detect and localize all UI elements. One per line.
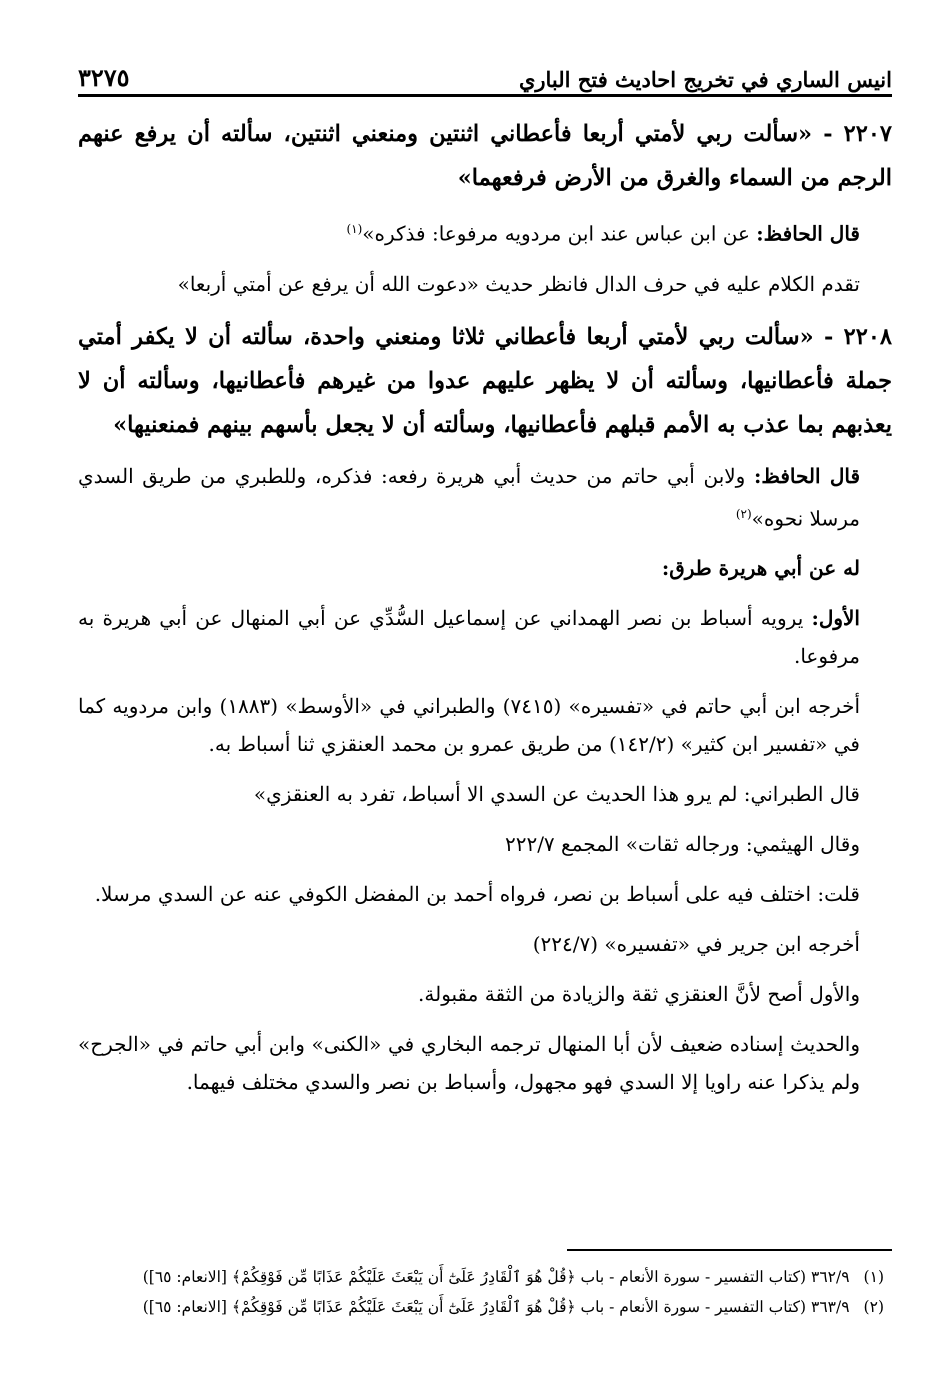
- hadith-2208: ٢٢٠٨ - «سألت ربي لأمتي أربعا فأعطاني ثلاثا ومنعني واحدة، سألته أن لا يكفر أمتي جملة فأعطانيها، وسألته أن لا يظهر عليهم عدوا من غيرهم فأعطانيها، وسألته أن لا يعذبهم بما عذب به الأمم قبلهم فأعطانيها، وسألته أن لا يجعل بأسهم بينهم فمنعنيها»: [78, 323, 892, 438]
- footnote-number: (٢): [863, 1298, 884, 1316]
- hadith-2207: ٢٢٠٧ - «سألت ربي لأمتي أربعا فأعطاني اثنتين ومنعني اثنتين، سألته أن يرفع عنهم الرجم من السماء والغرق من الأرض فرفعهما»: [78, 121, 892, 191]
- hafiz-note-2208: [78, 457, 892, 538]
- tabarani-quote: قال الطبراني: لم يرو هذا الحديث عن السدي الا أسباط، تفرد به العنقزي»: [253, 782, 860, 807]
- footnote-ref-1: (١): [346, 222, 363, 236]
- page-header: [78, 52, 892, 97]
- section-heading: [78, 549, 892, 587]
- hafiz-label: قال الحافظ:: [753, 463, 861, 488]
- ibn-jarir-reference: أخرجه ابن جرير في «تفسيره» (٢٢٤/٧): [532, 932, 860, 957]
- hafiz-label: قال الحافظ:: [756, 221, 860, 246]
- first-route: [78, 599, 892, 675]
- section-heading-text: له عن أبي هريرة طرق:: [661, 556, 860, 581]
- author-comment: قلت: اختلف فيه على أسباط بن نصر، فرواه أحمد بن المفضل الكوفي عنه عن السدي مرسلا.: [94, 882, 860, 907]
- grading-paragraph: والحديث إسناده ضعيف لأن أبا المنهال ترجمه البخاري في «الكنى» وابن أبي حاتم في «الجرح» ولم يذكرا عنه راويا إلا السدي فهو مجهول، وأسباط بن نصر والسدي مختلف فيهما.: [78, 1032, 860, 1095]
- footnote-ref-2: (٢): [735, 506, 752, 521]
- footnote-divider: [567, 1249, 892, 1251]
- first-route-text: يرويه أسباط بن نصر الهمداني عن إسماعيل السُّدِّي عن أبي المنهال عن أبي هريرة به مرفوعا.: [78, 606, 860, 669]
- first-route-label: الأول:: [811, 606, 860, 631]
- footnote-1: [78, 1262, 884, 1292]
- footnote-number: (١): [863, 1268, 884, 1286]
- preference-note: والأول أصح لأنَّ العنقزي ثقة والزيادة من الثقة مقبولة.: [418, 982, 860, 1007]
- cross-reference: تقدم الكلام عليه في حرف الدال فانظر حديث «دعوت الله أن يرفع عن أمتي أربعا»: [177, 271, 860, 296]
- footnote-text: ٣٦٣/٩ (كتاب التفسير - سورة الأنعام - باب ﴿قُلْ هُوَ ٱلْقَادِرُ عَلَىٰٓ أَن يَبْعَثَ عَلَيْكُمْ عَذَابًا مِّن فَوْقِكُمْ﴾ [الانعام: ٦٥]): [142, 1298, 850, 1316]
- takhrij-paragraph: أخرجه ابن أبي حاتم في «تفسيره» (٧٤١٥) والطبراني في «الأوسط» (١٨٨٣) وابن مردويه كما في «تفسير ابن كثير» (١٤٢/٢) من طريق عمرو بن محمد العنقزي ثنا أسباط به.: [78, 694, 860, 757]
- page-number: ٣٢٧٥: [78, 63, 130, 92]
- running-title: انيس الساري في تخريج احاديث فتح الباري: [518, 67, 892, 92]
- hafiz-note-2207: [78, 210, 892, 253]
- footnotes: [78, 1262, 884, 1322]
- hafiz-text: ولابن أبي حاتم من حديث أبي هريرة رفعه: فذكره، وللطبري من طريق السدي مرسلا نحوه»: [78, 463, 860, 531]
- haythami-quote: وقال الهيثمي: ورجاله ثقات» المجمع ٢٢٢/٧: [504, 832, 860, 857]
- footnote-text: ٣٦٢/٩ (كتاب التفسير - سورة الأنعام - باب ﴿قُلْ هُوَ ٱلْقَادِرُ عَلَىٰٓ أَن يَبْعَثَ عَلَيْكُمْ عَذَابًا مِّن فَوْقِكُمْ﴾ [الانعام: ٦٥]): [142, 1268, 850, 1286]
- main-text: [78, 112, 892, 1113]
- hafiz-text: عن ابن عباس عند ابن مردويه مرفوعا: فذكره»: [362, 221, 757, 246]
- footnote-2: [78, 1292, 884, 1322]
